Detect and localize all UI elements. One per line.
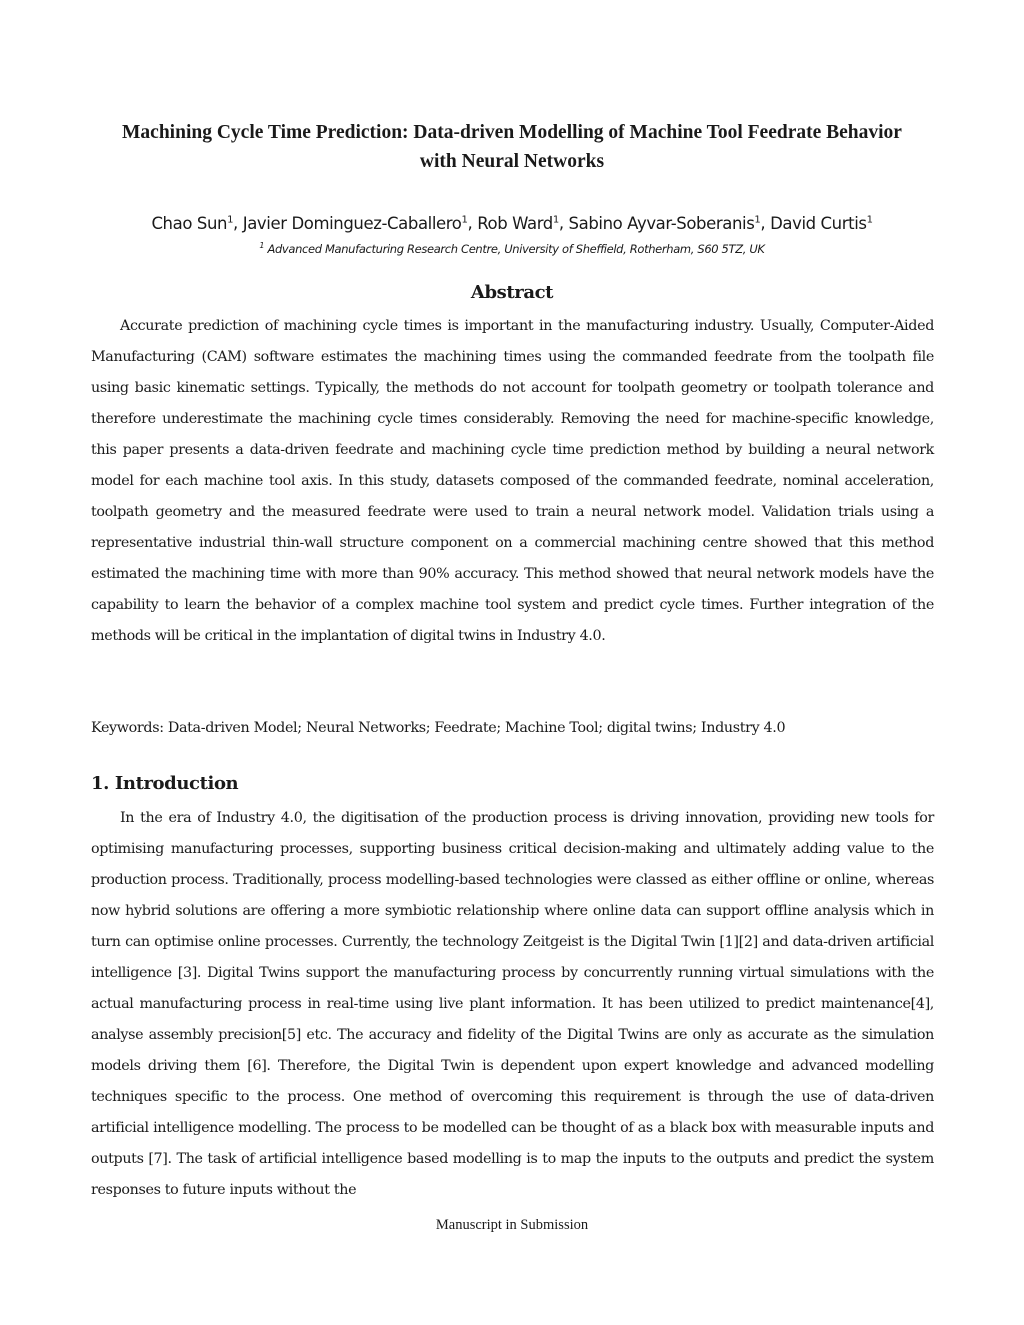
affiliation-mark: 1 [552, 214, 559, 225]
paper-title-line-1: Machining Cycle Time Prediction: Data-driven Modelling of Machine Tool Feedrate Behavior [122, 122, 902, 143]
introduction-text: In the era of Industry 4.0, the digitisation of the production process is driving innovation, providing new tools for optimising manufacturing processes, supporting business critical decision-making and ultimately adding value to the production process. Traditionally, process modelling-based technologies were classed as either offline or online, whereas now hybrid solutions are offering a more symbiotic relationship where online data can support offline analysis which in turn can optimise online processes. Currently, the technology Zeitgeist is the Digital Twin [1][2] and data-driven artificial intelligence [3]. Digital Twins support the manufacturing process by concurrently running virtual simulations with the actual manufacturing process in real-time using live plant information. It has been utilized to predict maintenance[4], analyse assembly precision[5] etc. The accuracy and fidelity of the Digital Twins are only as accurate as the simulation models driving them [6]. Therefore, the Digital Twin is dependent upon expert knowledge and advanced modelling techniques specific to the process. One method of overcoming this requirement is through the use of data-driven artificial intelligence modelling. The process to be modelled can be thought of as a black box with measurable inputs and outputs [7]. The task of artificial intelligence based modelling is to map the inputs to the outputs and predict the system responses to future inputs without the [91, 810, 934, 1198]
author-separator: , [760, 213, 771, 233]
author-list [90, 206, 934, 238]
author [477, 214, 559, 233]
author-separator: , [467, 213, 478, 233]
affiliation [90, 237, 934, 258]
keywords: Keywords: Data-driven Model; Neural Networks; Feedrate; Machine Tool; digital twins; Industry 4.0 [91, 720, 786, 736]
author-name: Rob Ward [477, 213, 553, 233]
author [770, 214, 872, 233]
affiliation-mark: 1 [866, 214, 873, 225]
author-separator: , [233, 213, 243, 233]
section-heading-introduction: 1. Introduction [91, 773, 239, 794]
author-separator: , [558, 213, 569, 233]
affiliation-text: Advanced Manufacturing Research Centre, University of Sheffield, Rotherham, S60 5TZ, UK [264, 241, 765, 256]
affiliation-mark: 1 [227, 214, 234, 225]
affiliation-mark: 1 [754, 214, 761, 225]
affiliation-mark: 1 [461, 214, 468, 225]
abstract-heading: Abstract [470, 282, 554, 303]
author [151, 214, 233, 233]
author [243, 214, 468, 233]
paper-title-line-2: with Neural Networks [419, 151, 605, 172]
paper-title [90, 118, 934, 176]
abstract-text: Accurate prediction of machining cycle times is important in the manufacturing industry. Usually, Computer-Aided Manufacturing (CAM) software estimates the machining times using the commanded feedrate from the toolpath file using basic kinematic settings. Typically, the methods do not account for toolpath geometry or toolpath tolerance and therefore underestimate the machining cycle times considerably. Removing the need for machine-specific knowledge, this paper presents a data-driven feedrate and machining cycle time prediction method by building a neural network model for each machine tool axis. In this study, datasets composed of the commanded feedrate, nominal acceleration, toolpath geometry and the measured feedrate were used to train a neural network model. Validation trials using a representative industrial thin-wall structure component on a commercial machining centre showed that this method estimated the machining time with more than 90% accuracy. This method showed that neural network models have the capability to learn the behavior of a complex machine tool system and predict cycle times. Further integration of the methods will be critical in the implantation of digital twins in Industry 4.0. [91, 318, 934, 644]
author-name: Javier Dominguez-Caballero [242, 213, 462, 233]
page-footer: Manuscript in Submission [435, 1217, 589, 1233]
author-name: David Curtis [770, 213, 867, 233]
author-name: Chao Sun [151, 213, 228, 233]
affiliation-mark: 1 [259, 241, 265, 250]
author-name: Sabino Ayvar-Soberanis [568, 213, 755, 233]
author [569, 214, 761, 233]
